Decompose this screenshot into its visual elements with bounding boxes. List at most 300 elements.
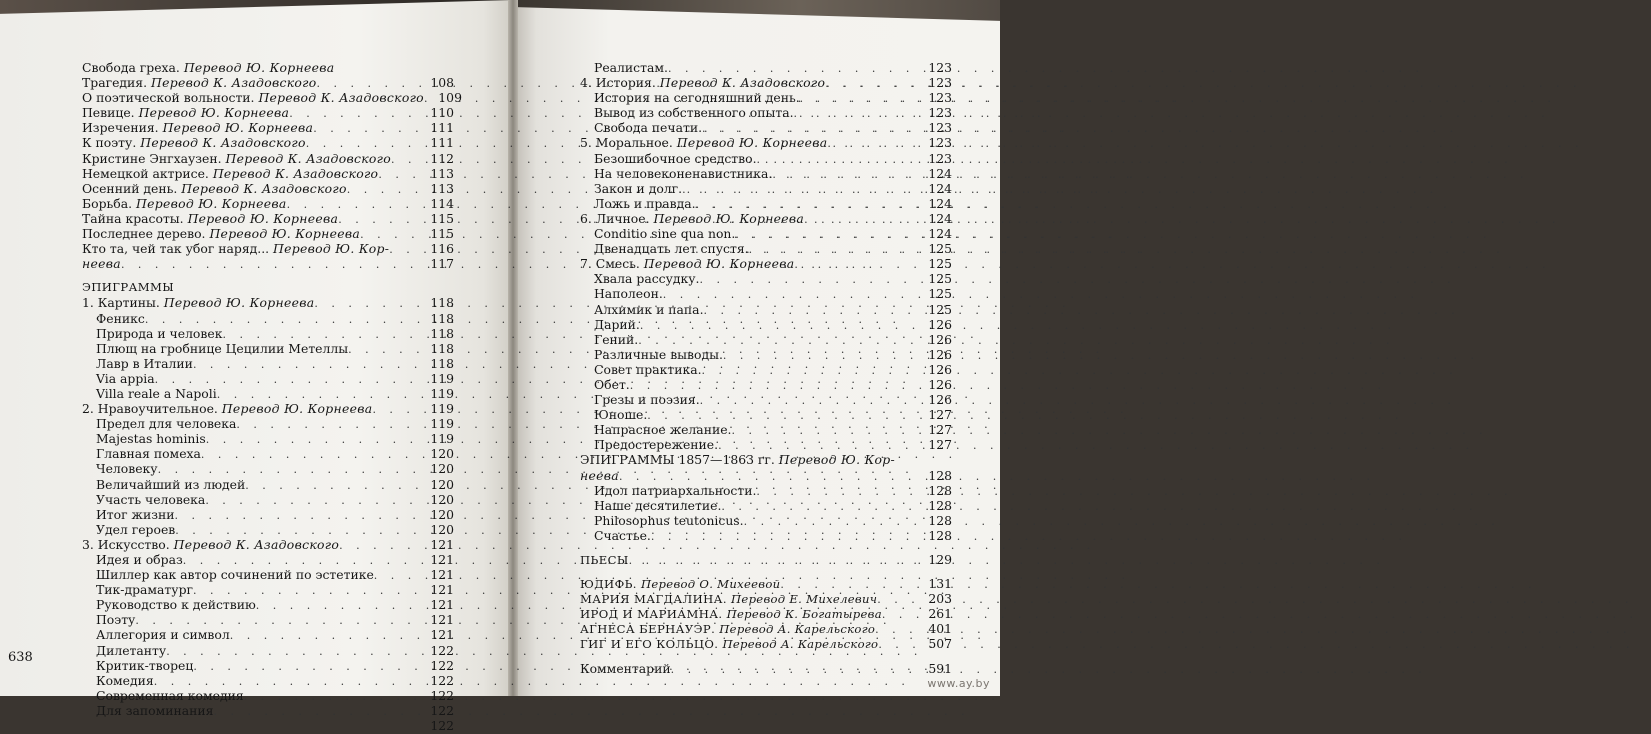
entry-title-text: Безошибочное средство. bbox=[594, 150, 757, 166]
dot-leader bbox=[424, 91, 432, 106]
translator-text: Перевод К. Азадовского bbox=[173, 536, 340, 552]
page-number: 638 bbox=[8, 650, 33, 665]
entry-title-text: Современная комедия bbox=[96, 687, 244, 703]
entry-title-text: Наше десятилетие. bbox=[594, 497, 722, 513]
page-ref: 120 bbox=[430, 506, 454, 522]
dot-leader bbox=[749, 242, 922, 257]
dot-leader bbox=[696, 197, 922, 212]
dot-leader bbox=[702, 363, 922, 378]
toc-entry-title bbox=[96, 341, 348, 356]
entry-title-text: Совет практика. bbox=[594, 361, 702, 377]
toc-entry bbox=[580, 362, 952, 377]
entry-title-text: Свобода печати. bbox=[594, 120, 703, 136]
entry-title-text: ЮДИФЬ. bbox=[580, 577, 641, 592]
dot-leader bbox=[668, 61, 922, 76]
toc-entry bbox=[82, 658, 454, 673]
toc-entry-title bbox=[82, 256, 121, 271]
toc-entry-title bbox=[580, 592, 877, 607]
page-ref: 122 bbox=[430, 642, 454, 658]
page-ref: 113 bbox=[430, 165, 454, 181]
page-ref: 125 bbox=[928, 241, 952, 257]
translator-text: Перевод Ю. Корнеева bbox=[643, 256, 795, 272]
toc-entry-title bbox=[594, 377, 630, 392]
page-ref: 109 bbox=[438, 90, 462, 106]
toc-entry-title bbox=[580, 135, 827, 150]
page-ref: 591 bbox=[928, 660, 952, 676]
translator-text: Перевод Ю. Корнеева bbox=[653, 210, 805, 226]
toc-entry-title bbox=[580, 452, 895, 467]
dot-leader bbox=[222, 327, 424, 342]
toc-entry bbox=[580, 483, 952, 498]
toc-entry bbox=[580, 636, 952, 651]
toc-entry bbox=[82, 552, 454, 567]
entry-title-text: Борьба. bbox=[82, 195, 136, 211]
toc-entry bbox=[82, 105, 454, 120]
toc-entry bbox=[580, 452, 952, 467]
toc-entry-title bbox=[96, 522, 175, 537]
toc-entry bbox=[82, 120, 454, 135]
page-ref: 122 bbox=[430, 687, 454, 703]
entry-title-text: Счастье. bbox=[594, 527, 651, 543]
page-ref: 121 bbox=[430, 627, 454, 643]
toc-left-column bbox=[82, 60, 462, 734]
translator-text: Перевод Ю. Корнеева bbox=[676, 135, 828, 151]
page-ref: 129 bbox=[928, 552, 952, 567]
dot-leader bbox=[794, 257, 922, 272]
toc-entry-title bbox=[82, 401, 372, 416]
entry-title-text: Закон и долг. bbox=[594, 180, 683, 196]
dot-leader bbox=[289, 106, 424, 121]
dot-leader bbox=[723, 348, 922, 363]
dot-leader bbox=[245, 478, 424, 493]
page-ref: 123 bbox=[928, 150, 952, 166]
page-ref: 119 bbox=[430, 416, 454, 432]
page-ref: 119 bbox=[430, 401, 454, 417]
toc-entry bbox=[82, 181, 454, 196]
dot-leader bbox=[827, 136, 922, 151]
toc-entry-title bbox=[594, 437, 718, 452]
toc-entry-title bbox=[96, 446, 201, 461]
toc-entry bbox=[580, 75, 952, 90]
toc-entry bbox=[82, 341, 454, 356]
toc-entry bbox=[580, 196, 952, 211]
toc-entry bbox=[82, 75, 454, 90]
page-ref: 121 bbox=[430, 597, 454, 613]
toc-entry bbox=[82, 226, 454, 241]
toc-entry bbox=[580, 437, 952, 452]
toc-entry bbox=[82, 507, 454, 522]
entry-title-text: Певице. bbox=[82, 105, 139, 121]
toc-entry bbox=[580, 105, 952, 120]
toc-entry-title bbox=[82, 196, 287, 211]
toc-entry bbox=[580, 166, 952, 181]
entry-title-text: Юноше. bbox=[594, 407, 648, 423]
entry-title-text: На человеконенавистника. bbox=[594, 165, 773, 181]
entry-title-text: 2. Нравоучительное. bbox=[82, 401, 222, 417]
toc-entry-title bbox=[594, 166, 772, 181]
toc-entry-title bbox=[96, 567, 374, 582]
page-ref: 111 bbox=[430, 120, 454, 136]
toc-entry-title bbox=[594, 317, 640, 332]
toc-entry-title bbox=[594, 226, 735, 241]
watermark: www.ay.by bbox=[927, 677, 990, 690]
page-ref: 131 bbox=[928, 576, 952, 592]
page-ref: 507 bbox=[928, 636, 952, 652]
toc-entry bbox=[82, 166, 454, 181]
page-ref: 123 bbox=[928, 120, 952, 136]
toc-entry-title bbox=[82, 120, 313, 135]
page-ref: 126 bbox=[928, 316, 952, 332]
toc-entry-title bbox=[82, 226, 360, 241]
toc-entry-title bbox=[580, 75, 825, 90]
dot-leader bbox=[757, 152, 922, 167]
toc-entry bbox=[580, 60, 952, 75]
translator-text: Перевод К. Азадовского bbox=[659, 75, 826, 91]
dot-leader bbox=[374, 568, 424, 583]
entry-title-text: Кристине Энгхаузен. bbox=[82, 150, 226, 166]
translator-text: Перевод Ю. Корнеева bbox=[187, 210, 339, 226]
toc-entry bbox=[82, 688, 454, 703]
toc-entry-title bbox=[594, 332, 638, 347]
toc-entry bbox=[82, 416, 454, 431]
page-ref: 119 bbox=[430, 370, 454, 386]
page-ref: 124 bbox=[928, 165, 952, 181]
dot-leader bbox=[877, 592, 922, 607]
dot-leader bbox=[875, 622, 922, 637]
dot-leader bbox=[213, 704, 424, 719]
toc-entry bbox=[82, 612, 454, 627]
dot-leader bbox=[699, 272, 922, 287]
page-ref: 118 bbox=[430, 340, 454, 356]
entry-title-text: Критик-творец bbox=[96, 657, 194, 673]
entry-title-text: Предел для человека bbox=[96, 416, 237, 432]
toc-entry-title bbox=[594, 407, 647, 422]
dot-leader bbox=[651, 529, 922, 544]
page-ref: 122 bbox=[430, 702, 454, 718]
dot-leader bbox=[236, 417, 424, 432]
dot-leader bbox=[731, 423, 922, 438]
dot-leader bbox=[193, 659, 424, 674]
page-ref: 123 bbox=[928, 90, 952, 106]
toc-entry-title bbox=[594, 392, 700, 407]
entry-title-text: Осенний день. bbox=[82, 180, 182, 196]
toc-entry-title bbox=[96, 492, 205, 507]
dot-leader bbox=[206, 432, 424, 447]
dot-leader bbox=[145, 312, 424, 327]
toc-entry-title bbox=[82, 181, 347, 196]
toc-entry-title bbox=[96, 612, 135, 627]
dot-leader bbox=[735, 227, 922, 242]
toc-entry-title bbox=[96, 311, 145, 326]
translator-text: Перевод А. Карельского bbox=[722, 637, 879, 652]
dot-leader bbox=[629, 553, 922, 568]
entry-title-text: Последнее дерево. bbox=[82, 226, 210, 242]
page-ref: 122 bbox=[430, 718, 454, 734]
dot-leader bbox=[825, 76, 922, 91]
toc-entry-title bbox=[96, 582, 193, 597]
toc-entry-title bbox=[96, 431, 206, 446]
toc-entry bbox=[82, 582, 454, 597]
entry-title-text: Комедия bbox=[96, 672, 154, 688]
page-ref: 128 bbox=[928, 527, 952, 543]
translator-text: Перевод К. Азадовского bbox=[258, 90, 424, 106]
toc-entry bbox=[580, 226, 952, 241]
entry-title-text: ЭПИГРАММЫ 1857—1863 гг. bbox=[580, 452, 779, 468]
entry-title-text: Плющ на гробнице Цецилии Метеллы bbox=[96, 340, 349, 356]
translator-text: Перевод А. Карельского bbox=[719, 622, 876, 637]
toc-entry-title bbox=[96, 703, 213, 718]
translator-text: Перевод Ю. Корнеева bbox=[162, 120, 314, 136]
page-ref: 123 bbox=[928, 105, 952, 121]
dot-leader bbox=[121, 257, 424, 272]
dot-leader bbox=[193, 357, 424, 372]
toc-entry-title bbox=[594, 513, 744, 528]
toc-entry-title bbox=[594, 362, 702, 377]
dot-leader bbox=[244, 689, 424, 704]
toc-entry-title bbox=[96, 477, 245, 492]
page-ref: 118 bbox=[430, 325, 454, 341]
dot-leader bbox=[360, 227, 424, 242]
toc-entry bbox=[580, 606, 952, 621]
toc-entry bbox=[82, 537, 454, 552]
entry-title-text: История на сегодняшний день. bbox=[594, 90, 800, 106]
entry-title-text: Природа и человек bbox=[96, 325, 223, 341]
page-ref: 120 bbox=[430, 491, 454, 507]
toc-entry bbox=[82, 371, 454, 386]
page-ref: 115 bbox=[430, 210, 454, 226]
toc-entry bbox=[82, 718, 454, 733]
entry-title-text: Via appia bbox=[96, 370, 155, 386]
dot-leader bbox=[135, 613, 424, 628]
entry-title-text: Грезы и поэзия. bbox=[594, 392, 700, 408]
page-ref: 110 bbox=[430, 105, 454, 121]
toc-entry-title bbox=[82, 105, 289, 120]
entry-title-text: Руководство к действию bbox=[96, 597, 256, 613]
translator-text: Перевод Ю. Кор- bbox=[273, 241, 390, 257]
toc-entry bbox=[580, 407, 952, 422]
page-ref: 121 bbox=[430, 582, 454, 598]
entry-title-text: Кто та, чей так убог наряд... bbox=[82, 241, 274, 257]
dot-leader bbox=[619, 469, 922, 484]
toc-entry bbox=[580, 332, 952, 347]
entry-title-text: Conditio sine qua non. bbox=[594, 226, 736, 242]
toc-entry-title bbox=[82, 280, 174, 295]
dot-leader bbox=[201, 447, 424, 462]
page-ref: 124 bbox=[928, 195, 952, 211]
dot-leader bbox=[306, 136, 424, 151]
page-ref: 115 bbox=[430, 226, 454, 242]
page-ref: 128 bbox=[928, 497, 952, 513]
entry-title-text: Хвала рассудку. bbox=[594, 271, 700, 287]
entry-title-text: Majestas hominis bbox=[96, 431, 206, 447]
entry-title-text: Villa reale a Napoli bbox=[96, 385, 217, 401]
toc-entry bbox=[580, 498, 952, 513]
dot-leader bbox=[317, 76, 424, 91]
page-ref: 116 bbox=[430, 241, 454, 257]
page-ref: 119 bbox=[430, 431, 454, 447]
toc-entry-title bbox=[580, 661, 671, 676]
page-ref: 118 bbox=[430, 310, 454, 326]
toc-entry bbox=[82, 567, 454, 582]
translator-text: Перевод Ю. Корнеева bbox=[135, 195, 287, 211]
toc-entry-title bbox=[96, 326, 222, 341]
dot-leader bbox=[391, 152, 424, 167]
translator-text: Перевод Е. Михелевич bbox=[731, 592, 878, 607]
toc-entry bbox=[82, 211, 454, 226]
page-ref: 120 bbox=[430, 446, 454, 462]
page-ref: 118 bbox=[430, 355, 454, 371]
page-ref: 128 bbox=[928, 467, 952, 483]
toc-entry bbox=[580, 422, 952, 437]
toc-entry-title bbox=[82, 211, 338, 226]
page-ref: 123 bbox=[928, 60, 952, 75]
entry-title-text: Philosophus teutonicus. bbox=[594, 512, 744, 528]
page-ref: 120 bbox=[430, 461, 454, 477]
dot-leader bbox=[721, 499, 922, 514]
page-ref: 121 bbox=[430, 552, 454, 567]
toc-entry-title bbox=[96, 386, 217, 401]
dot-leader bbox=[702, 121, 922, 136]
page-ref: 126 bbox=[928, 331, 952, 347]
entry-title-text: Тик-драматург bbox=[96, 582, 193, 598]
page-ref: 125 bbox=[928, 286, 952, 302]
page-ref: 121 bbox=[430, 567, 454, 583]
toc-entry bbox=[580, 302, 952, 317]
toc-entry-title bbox=[594, 271, 699, 286]
dot-leader bbox=[378, 167, 424, 182]
entry-title-text: Поэту bbox=[96, 612, 136, 628]
entry-title-text: Трагедия. bbox=[82, 75, 151, 91]
toc-entry-title bbox=[594, 105, 794, 120]
dot-leader bbox=[372, 402, 424, 417]
page-ref: 114 bbox=[430, 195, 454, 211]
toc-entry bbox=[82, 627, 454, 642]
page-ref: 117 bbox=[430, 256, 454, 272]
toc-entry bbox=[82, 492, 454, 507]
entry-title-text: Для запоминания bbox=[96, 702, 214, 718]
translator-text: Перевод Ю. Корнеева bbox=[163, 295, 315, 311]
page-ref: 108 bbox=[430, 75, 454, 91]
page-ref: 128 bbox=[928, 512, 952, 528]
entry-title-text: Величайший из людей bbox=[96, 476, 246, 492]
toc-entry-title bbox=[594, 60, 668, 75]
toc-entry bbox=[580, 90, 952, 105]
page-ref: 127 bbox=[928, 422, 952, 438]
toc-entry bbox=[82, 446, 454, 461]
page-ref: 118 bbox=[430, 295, 454, 311]
toc-entry-title bbox=[96, 371, 155, 386]
dot-leader bbox=[663, 287, 922, 302]
page-ref: 112 bbox=[430, 150, 454, 166]
toc-entry-title bbox=[594, 120, 702, 135]
page-ref: 261 bbox=[928, 606, 952, 622]
page-ref: 126 bbox=[928, 376, 952, 392]
page-ref: 120 bbox=[430, 521, 454, 537]
toc-entry-title bbox=[82, 241, 389, 256]
translator-text: Перевод К. Азадовского bbox=[151, 75, 317, 91]
translator-text: Перевод К. Богатырева bbox=[726, 607, 882, 622]
toc-entry-title bbox=[580, 468, 619, 483]
entry-title-text: Удел героев bbox=[96, 521, 176, 537]
toc-entry bbox=[580, 256, 952, 271]
toc-entry bbox=[82, 326, 454, 341]
page-ref: 128 bbox=[928, 482, 952, 498]
toc-entry bbox=[82, 196, 454, 211]
toc-entry bbox=[82, 386, 454, 401]
dot-leader bbox=[700, 393, 922, 408]
entry-title-text: Предостережение. bbox=[594, 437, 719, 453]
page-ref: 122 bbox=[430, 672, 454, 688]
dot-leader bbox=[158, 462, 424, 477]
dot-leader bbox=[718, 438, 922, 453]
entry-title-text: Двенадцать лет спустя. bbox=[594, 241, 749, 257]
toc-entry bbox=[82, 90, 462, 106]
dot-leader bbox=[682, 182, 922, 197]
entry-title-text: Изречения. bbox=[82, 120, 163, 136]
toc-entry-title bbox=[82, 135, 306, 150]
entry-title-text: ГИГ И ЕГО КОЛЬЦО. bbox=[580, 637, 723, 652]
entry-title-text: ИРОД И МАРИАМНА. bbox=[580, 607, 727, 622]
toc-entry-title bbox=[594, 90, 800, 105]
dot-leader bbox=[800, 91, 922, 106]
toc-entry-title bbox=[594, 347, 723, 362]
toc-entry bbox=[580, 468, 952, 483]
toc-entry bbox=[82, 477, 454, 492]
toc-entry-title bbox=[82, 166, 378, 181]
dot-leader bbox=[756, 484, 922, 499]
entry-title-text: 5. Моральное. bbox=[580, 135, 677, 151]
toc-entry bbox=[580, 181, 952, 196]
dot-leader bbox=[630, 378, 922, 393]
toc-entry bbox=[580, 576, 952, 591]
entry-title-text: Гений. bbox=[594, 331, 639, 347]
toc-entry-title bbox=[594, 196, 696, 211]
dot-leader bbox=[780, 577, 922, 592]
toc-entry bbox=[580, 392, 952, 407]
translator-text: неева bbox=[82, 256, 121, 272]
toc-entry bbox=[580, 621, 952, 636]
toc-entry bbox=[580, 377, 952, 392]
toc-entry bbox=[82, 461, 454, 476]
toc-entry-title bbox=[580, 211, 804, 226]
dot-leader bbox=[640, 318, 922, 333]
dot-leader bbox=[704, 303, 922, 318]
page-ref: 119 bbox=[430, 385, 454, 401]
toc-right-column bbox=[580, 60, 952, 676]
dot-leader bbox=[175, 523, 424, 538]
toc-entry-title bbox=[82, 60, 334, 75]
dot-leader bbox=[230, 628, 424, 643]
entry-title-text: Реалистам. bbox=[594, 60, 668, 75]
page-ref: 125 bbox=[928, 271, 952, 287]
toc-entry bbox=[82, 401, 454, 416]
toc-entry bbox=[580, 347, 952, 362]
page-ref: 124 bbox=[928, 226, 952, 242]
translator-text: Перевод Ю. Корнеева bbox=[209, 226, 361, 242]
entry-title-text: Участь человека bbox=[96, 491, 206, 507]
toc-entry-title bbox=[594, 181, 682, 196]
dot-leader bbox=[166, 644, 424, 659]
toc-entry bbox=[82, 241, 454, 256]
entry-title-text: Шиллер как автор сочинений по эстетике bbox=[96, 567, 374, 583]
page-ref: 113 bbox=[430, 180, 454, 196]
toc-entry-title bbox=[594, 286, 663, 301]
toc-entry bbox=[82, 151, 454, 166]
entry-title-text: Идол патриархальности. bbox=[594, 482, 757, 498]
page-ref: 121 bbox=[430, 536, 454, 552]
toc-entry bbox=[580, 211, 952, 226]
toc-entry-title bbox=[594, 498, 721, 513]
